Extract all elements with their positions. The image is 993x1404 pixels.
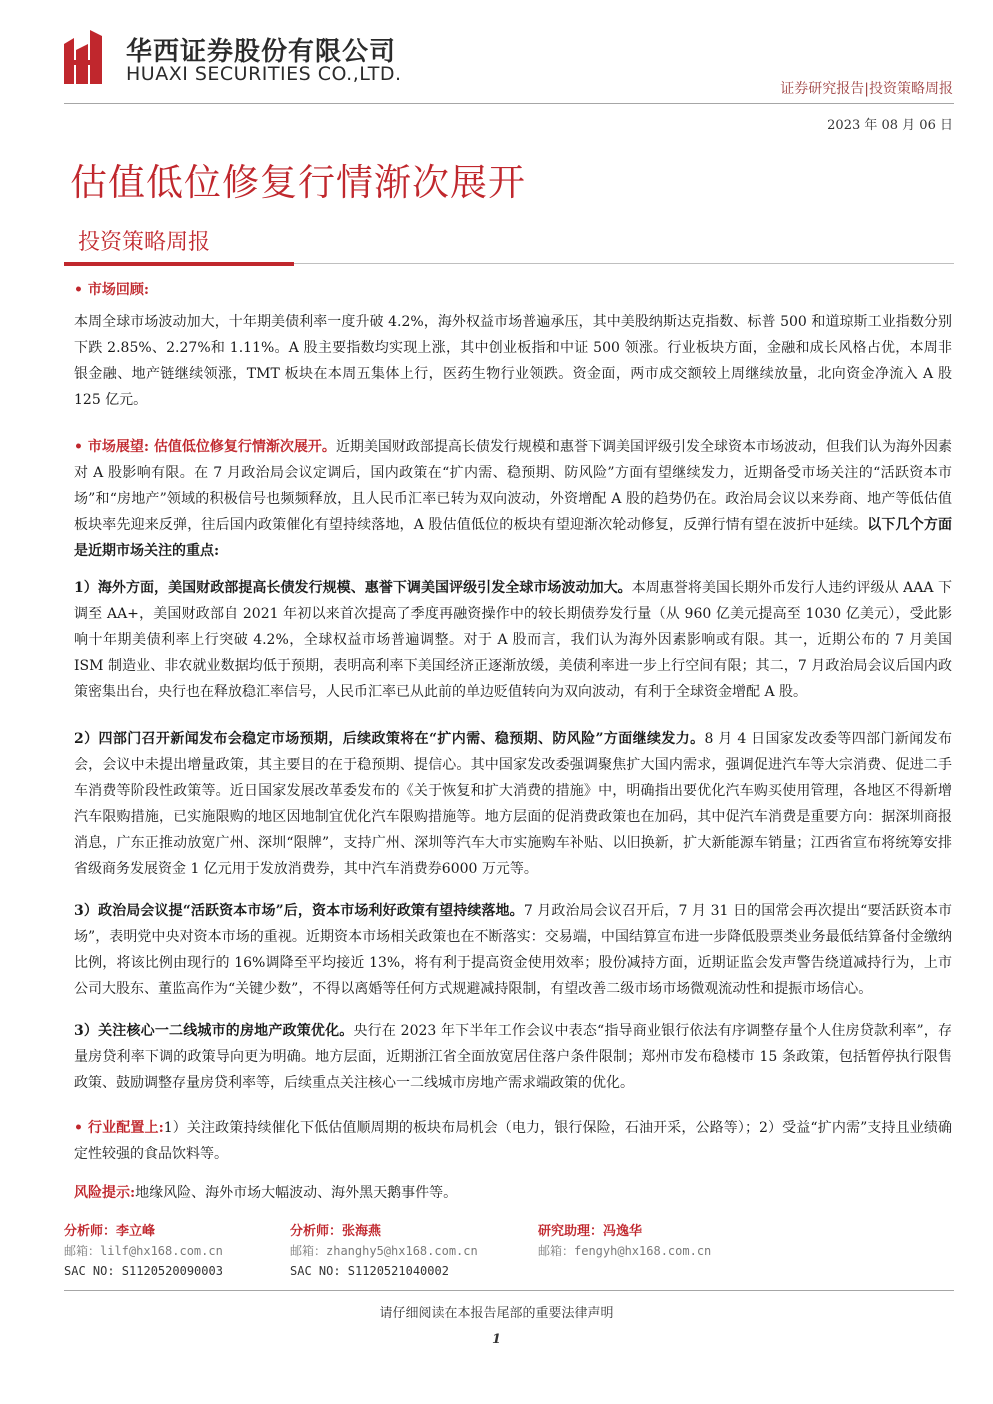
company-name-en: HUAXI SECURITIES CO.,LTD. (126, 63, 402, 85)
point-heading: 1）海外方面，美国财政部提高长债发行规模、惠誉下调美国评级引发全球市场波动加大。 (74, 580, 632, 596)
point-text: 本周惠誉将美国长期外币发行人违约评级从 AAA 下调至 AA+，美国财政部自 2021 年初以来首次提高了季度再融资操作中的较长期债券发行量（从 960 亿美元提高至 1030 亿美元），受此影响十年期美债利率上行突破 4.2%，全球权益市场普遍调整。对于 A 股而言，我们认为海外因素影响或有限。其一，近期公布的 7 月美国 ISM 制造业、非农就业数据均低于预期，表明高利率下美国经济正逐渐放缓，美债利率进一步上行空间有限；其二，7 月政治局会议后国内政策密集出台，央行也在释放稳汇率信号，人民币汇率已从此前的单边贬值转向为双向波动，有利于全球资金增配 A 股。 (74, 580, 952, 700)
point-paragraph (74, 575, 952, 705)
risk-text: 地缘风险、海外市场大幅波动、海外黑天鹅事件等。 (135, 1185, 458, 1201)
page-number: 1 (491, 1332, 502, 1347)
point-paragraph (74, 1018, 952, 1096)
industry-paragraph (74, 1115, 952, 1167)
subtitle-divider (294, 263, 954, 264)
industry-heading: • 行业配置上: (74, 1120, 164, 1136)
report-title: 估值低位修复行情渐次展开 (70, 161, 526, 204)
analyst-email[interactable]: 邮箱：lilf@hx168.com.cn (64, 1244, 223, 1258)
legal-disclaimer-note: 请仔细阅读在本报告尾部的重要法律声明 (379, 1306, 614, 1321)
market-review-text: 本周全球市场波动加大，十年期美债利率一度升破 4.2%，海外权益市场普遍承压，其中美股纳斯达克指数、标普 500 和道琼斯工业指数分别下跌 2.85%、2.27%和 1.11%。A 股主要指数均实现上涨，其中创业板指和中证 500 领涨。行业板块方面，金融和成长风格占优，本周非银金融、地产链继续领涨，TMT 板块在本周五集体上行，医药生物行业领跌。资金面，两市成交额较上周继续放量，北向资金净流入 A 股125 亿元。 (74, 314, 952, 408)
analyst-sac: SAC NO: S1120520090003 (64, 1264, 223, 1278)
point-heading: 3）关注核心一二线城市的房地产政策优化。 (74, 1023, 354, 1039)
report-subtitle: 投资策略周报 (78, 230, 211, 255)
assistant-name: 研究助理：冯逸华 (538, 1224, 643, 1239)
market-outlook-text: 近期美国财政部提高长债发行规模和惠誉下调美国评级引发全球资本市场波动，但我们认为海外因素对 A 股影响有限。在 7 月政治局会议定调后，国内政策在“扩内需、稳预期、防风险”方面有望继续发力，近期备受市场关注的“活跃资本市场”和“房地产”领域的积极信号也频频释放，且人民币汇率已转为双向波动，外资增配 A 股的趋势仍在。政治局会议以来券商、地产等低估值板块率先迎来反弹，往后国内政策催化有望持续落地，A 股估值低位的板块有望迎渐次轮动修复，反弹行情有望在波折中延续。 (74, 439, 952, 533)
company-name-cn: 华西证券股份有限公司 (126, 37, 397, 67)
market-outlook-lead: 以下几个方面是近期市场关注的重点: (74, 517, 953, 559)
assistant-email[interactable]: 邮箱：fengyh@hx168.com.cn (538, 1244, 712, 1258)
subtitle-accent-bar (64, 262, 294, 266)
huaxi-logo-icon (64, 30, 108, 84)
risk-paragraph (74, 1180, 952, 1206)
point-text: 7 月政治局会议召开后，7 月 31 日的国常会再次提出“要活跃资本市场”，表明党中央对资本市场的重视。近期资本市场相关政策也在不断落实：交易端，中国结算宣布进一步降低股票类业务最低结算备付金缴纳比例，将该比例由现行的 16%调降至平均接近 13%，将有利于提高资金使用效率；股份减持方面，近期证监会发声警告绕道减持行为，上市公司大股东、董监高作为“关键少数”，不得以离婚等任何方式规避减持限制，有望改善二级市场市场微观流动性和提振市场信心。 (74, 903, 952, 997)
market-outlook-paragraph (74, 434, 952, 564)
market-review-heading: • 市场回顾: (74, 282, 149, 298)
report-date: 2023 年 08 月 06 日 (827, 118, 953, 133)
market-outlook-heading: • 市场展望: 估值低位修复行情渐次展开。 (74, 439, 336, 455)
point-paragraph (74, 898, 952, 1002)
point-text: 央行在 2023 年下半年工作会议中表态“指导商业银行依法有序调整存量个人住房贷款利率”，存量房贷利率下调的政策导向更为明确。地方层面，近期浙江省全面放宽居住落户条件限制；郑州市发布稳楼市 15 条政策，包括暂停执行限售政策、鼓励调整存量房贷利率等，后续重点关注核心一二线城市房地产需求端政策的优化。 (74, 1023, 952, 1091)
point-paragraph (74, 726, 952, 882)
analyst-name: 分析师：李立峰 (64, 1224, 156, 1239)
footer-divider (64, 1290, 954, 1291)
point-heading: 3）政治局会议提“活跃资本市场”后，资本市场利好政策有望持续落地。 (74, 903, 524, 919)
report-type: 证券研究报告|投资策略周报 (780, 81, 953, 97)
analyst-sac: SAC NO: S1120521040002 (290, 1264, 449, 1278)
analyst-email[interactable]: 邮箱：zhanghy5@hx168.com.cn (290, 1244, 478, 1258)
point-text: 8 月 4 日国家发改委等四部门新闻发布会，会议中未提出增量政策，其主要目的在于稳预期、提信心。其中国家发改委强调聚焦扩大国内需求，强调促进汽车等大宗消费、促进二手车消费等阶段性政策等。近日国家发展改革委发布的《关于恢复和扩大消费的措施》中，明确指出要优化汽车购买使用管理，各地区不得新增汽车限购措施，已实施限购的地区因地制宜优化汽车限购措施等。地方层面的促消费政策也在加码，其中促汽车消费是重要方向：据深圳商报消息，广东正推动放宽广州、深圳“限牌”，支持广州、深圳等汽车大市实施购车补贴、以旧换新，扩大新能源车销量；江西省宣布将统筹安排省级商务发展资金 1 亿元用于发放消费券，其中汽车消费券6000 万元等。 (74, 731, 952, 877)
point-heading: 2）四部门召开新闻发布会稳定市场预期，后续政策将在“扩内需、稳预期、防风险”方面继续发力。 (74, 731, 705, 747)
industry-text: 1）关注政策持续催化下低估值顺周期的板块布局机会（电力，银行保险，石油开采，公路等）；2）受益“扩内需”支持且业绩确定性较强的食品饮料等。 (74, 1120, 952, 1162)
risk-heading: 风险提示: (74, 1185, 136, 1201)
header-divider (64, 103, 954, 104)
analyst-name: 分析师：张海燕 (290, 1224, 382, 1239)
